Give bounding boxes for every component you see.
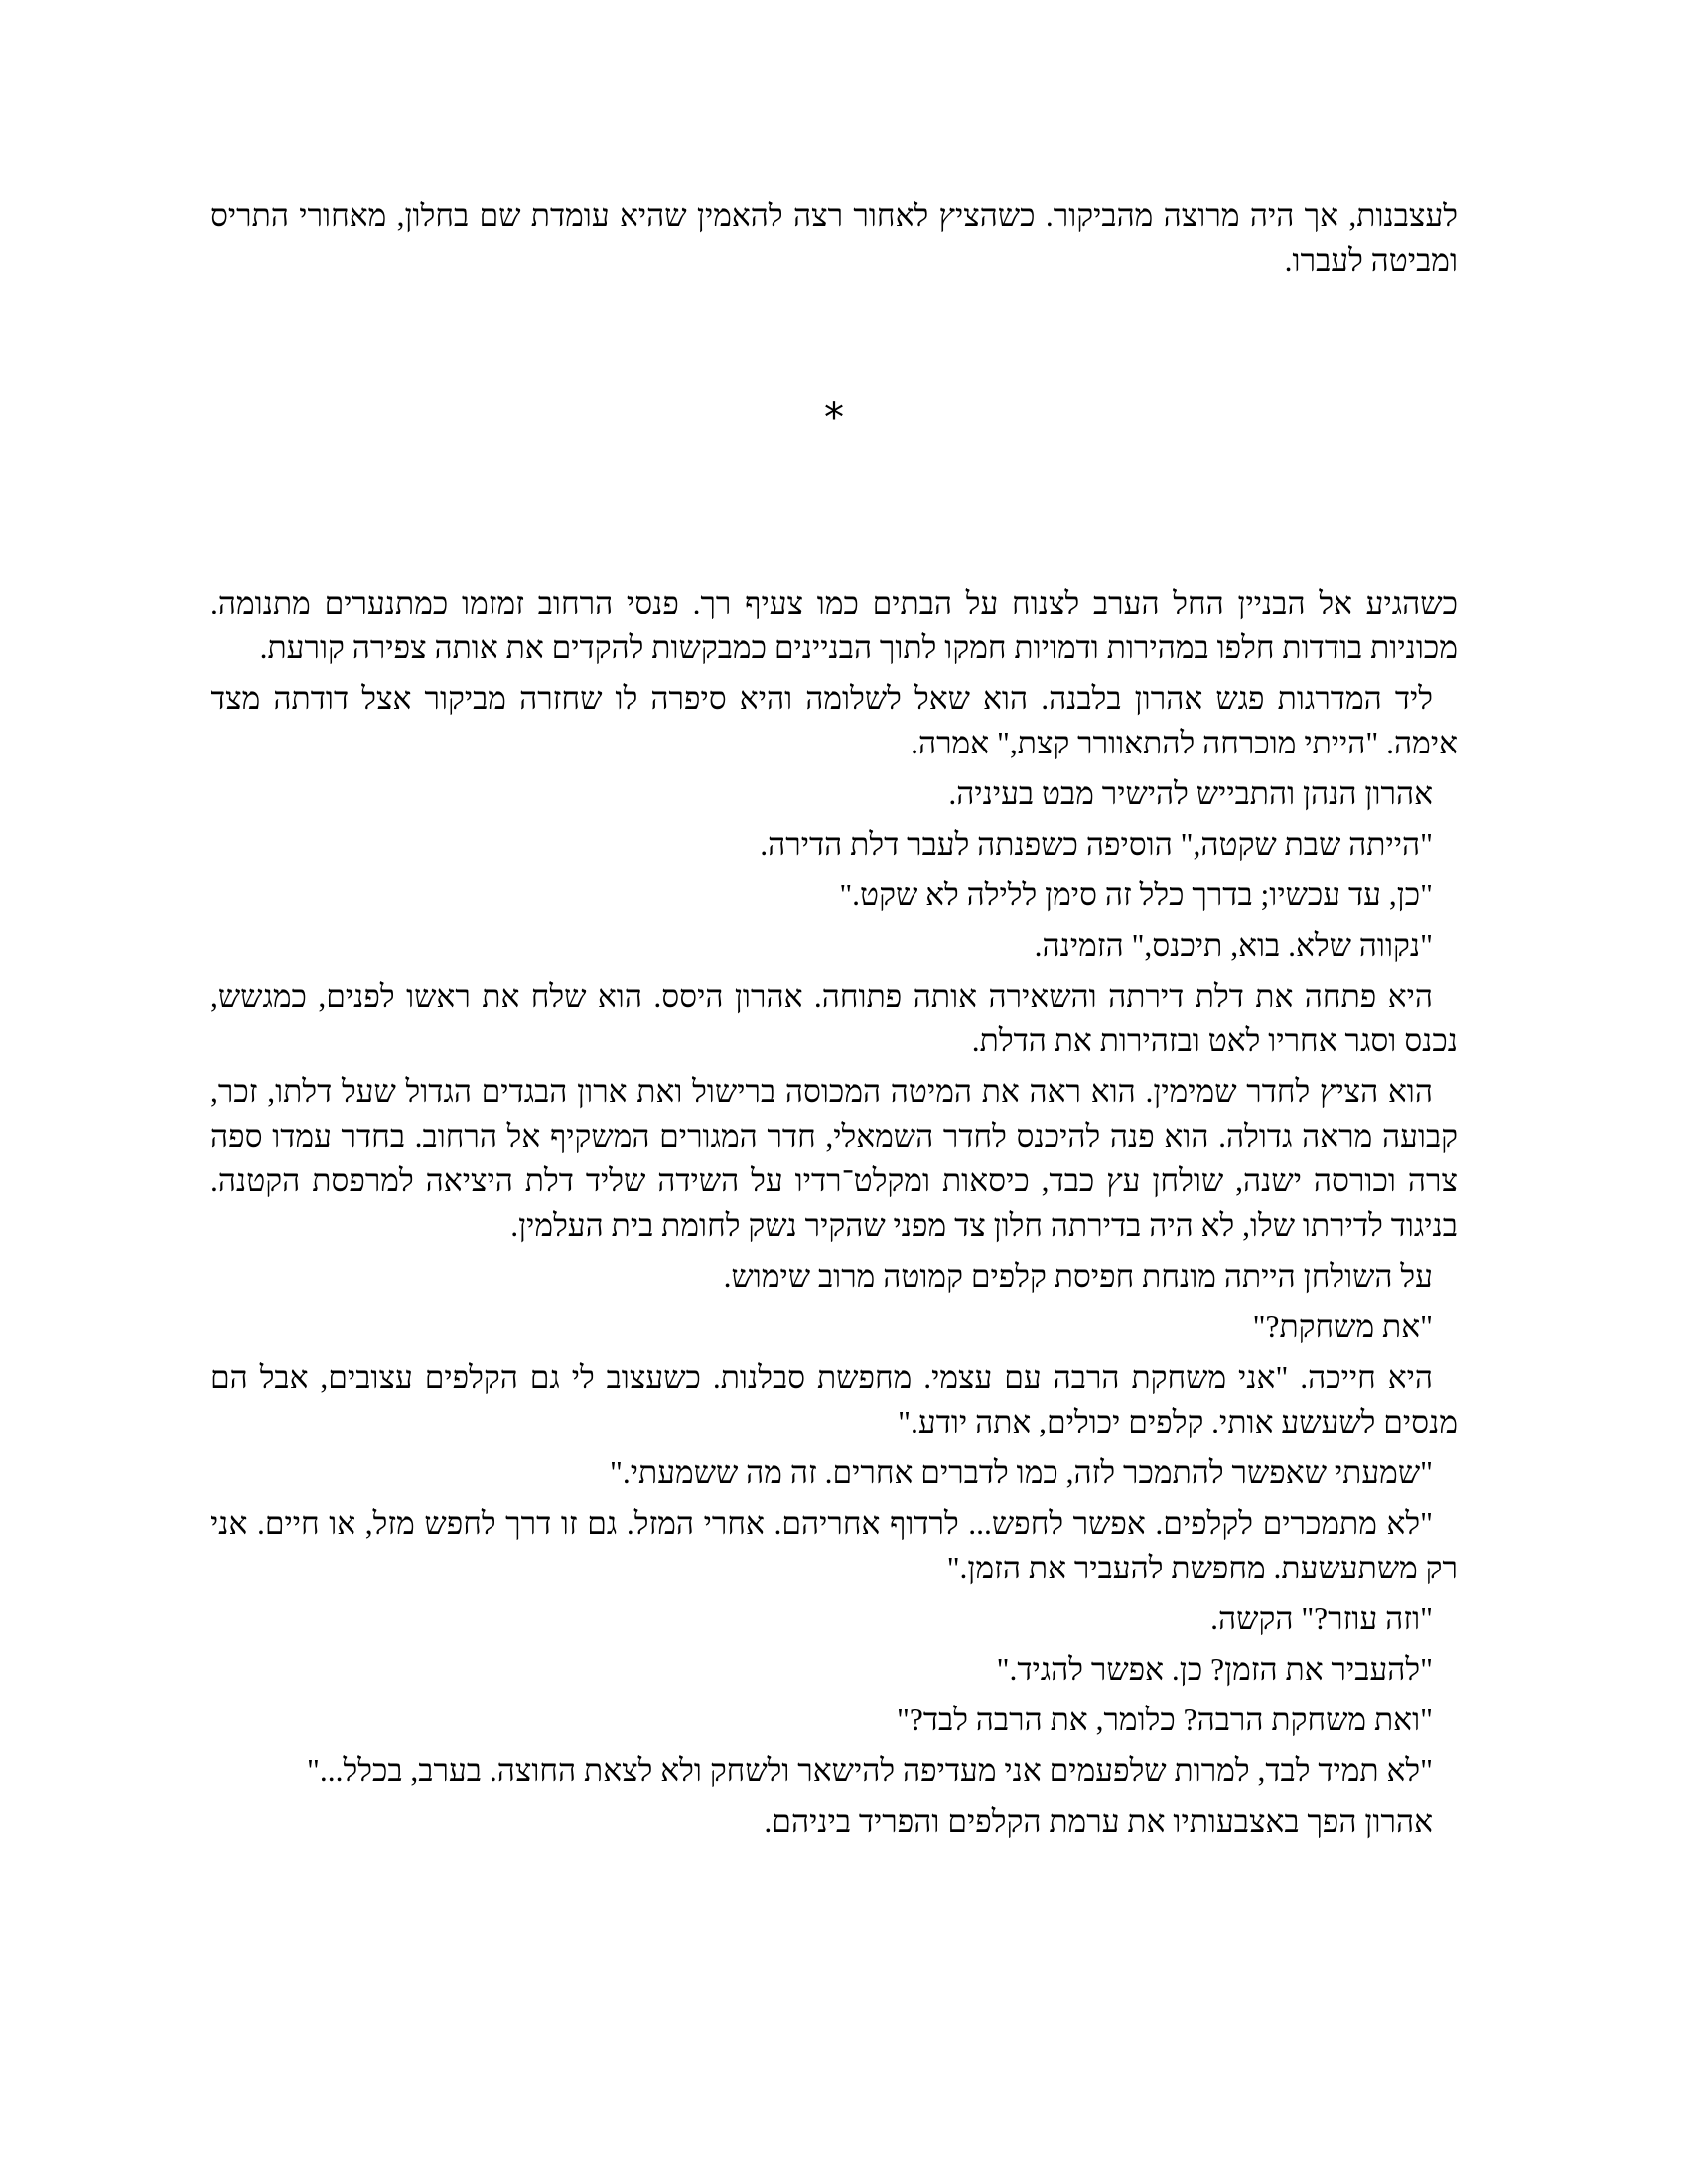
paragraph: "נקווה שלא. בוא, תיכנס," הזמינה. — [1034, 928, 1433, 963]
paragraph: היא חייכה. "אני משחקת הרבה עם עצמי. מחפשת סבלנות. כשעצוב לי גם הקלפים עצובים, אבל הם מנסים לשעשע אותי. קלפים יכולים, אתה יודע." — [211, 1360, 1458, 1439]
document-page — [211, 194, 1458, 1843]
paragraph: "לא מתמכרים לקלפים. אפשר לחפש... לרדוף אחריהם. אחרי המזל. גם זו דרך לחפש מזל, או חיים. אני רק משתעשעת. מחפשת להעביר את הזמן." — [211, 1506, 1458, 1585]
paragraph: ליד המדרגות פגש אהרון בלבנה. הוא שאל לשלומה והיא סיפרה לו שחזרה מביקור אצל דודתה מצד אימה. "הייתי מוכרחה להתאוורר קצת," אמרה. — [211, 681, 1458, 760]
paragraph: על השולחן הייתה מונחת חפיסת קלפים קמוטה מרוב שימוש. — [723, 1259, 1433, 1294]
paragraph: "להעביר את הזמן? כן. אפשר להגיד." — [996, 1652, 1433, 1687]
paragraph: "וזה עוזר?" הקשה. — [1210, 1601, 1433, 1636]
paragraph: "לא תמיד לבד, למרות שלפעמים אני מעדיפה להישאר ולשחק ולא לצאת החוצה. בערב, בכלל..." — [307, 1753, 1433, 1788]
paragraph: אהרון הפך באצבעותיו את ערמת הקלפים והפריד ביניהם. — [764, 1804, 1433, 1839]
paragraph: הוא הציץ לחדר שמימין. הוא ראה את המיטה המכוסה ברישול ואת ארון הבגדים הגדול שעל דלתו, זכר, קבועה מראה גדולה. הוא פנה להיכנס לחדר השמאלי, חדר המגורים המשקיף אל הרחוב. בחדר עמדו ספה צרה וכורסה ישנה, שולחן עץ כבד, כיסאות ומקלט־רדיו על השידה שליד דלת היציאה למרפסת הקטנה. בניגוד לדירתו שלו, לא היה בדירתה חלון צד מפני שהקיר נשק לחומת בית העלמין. — [211, 1074, 1458, 1243]
opening-paragraph: לעצבנות, אך היה מרוצה מהביקור. כשהציץ לאחור רצה להאמין שהיא עומדת שם בחלון, מאחורי התריס ומביטה לעברו. — [211, 199, 1458, 278]
paragraph: "שמעתי שאפשר להתמכר לזה, כמו לדברים אחרים. זה מה ששמעתי." — [610, 1455, 1433, 1490]
paragraph: אהרון הנהן והתבייש להישיר מבט בעיניה. — [948, 776, 1433, 811]
section-break — [211, 283, 1458, 581]
paragraph: "כן, עד עכשיו; בדרך כלל זה סימן ללילה לא שקט." — [839, 878, 1433, 912]
paragraph: "הייתה שבת שקטה," הוסיפה כשפנתה לעבר דלת הדירה. — [760, 827, 1433, 862]
paragraph: "ואת משחקת הרבה? כלומר, את הרבה לבד?" — [897, 1703, 1433, 1737]
paragraph: היא פתחה את דלת דירתה והשאירה אותה פתוחה. אהרון היסס. הוא שלח את ראשו לפנים, כמגשש, נכנס וסגר אחריו לאט ובזהירות את הדלת. — [211, 979, 1458, 1058]
paragraph: כשהגיע אל הבניין החל הערב לצנוח על הבתים כמו צעיף רך. פנסי הרחוב זמזמו כמתנערים מתנומה. מכוניות בודדות חלפו במהירות ודמויות חמקו לתוך הבניינים כמבקשות להקדים את אותה צפירה קורעת. — [211, 586, 1458, 665]
section-break-asterisk: * — [824, 395, 844, 441]
paragraph: "את משחקת?" — [1252, 1309, 1433, 1344]
